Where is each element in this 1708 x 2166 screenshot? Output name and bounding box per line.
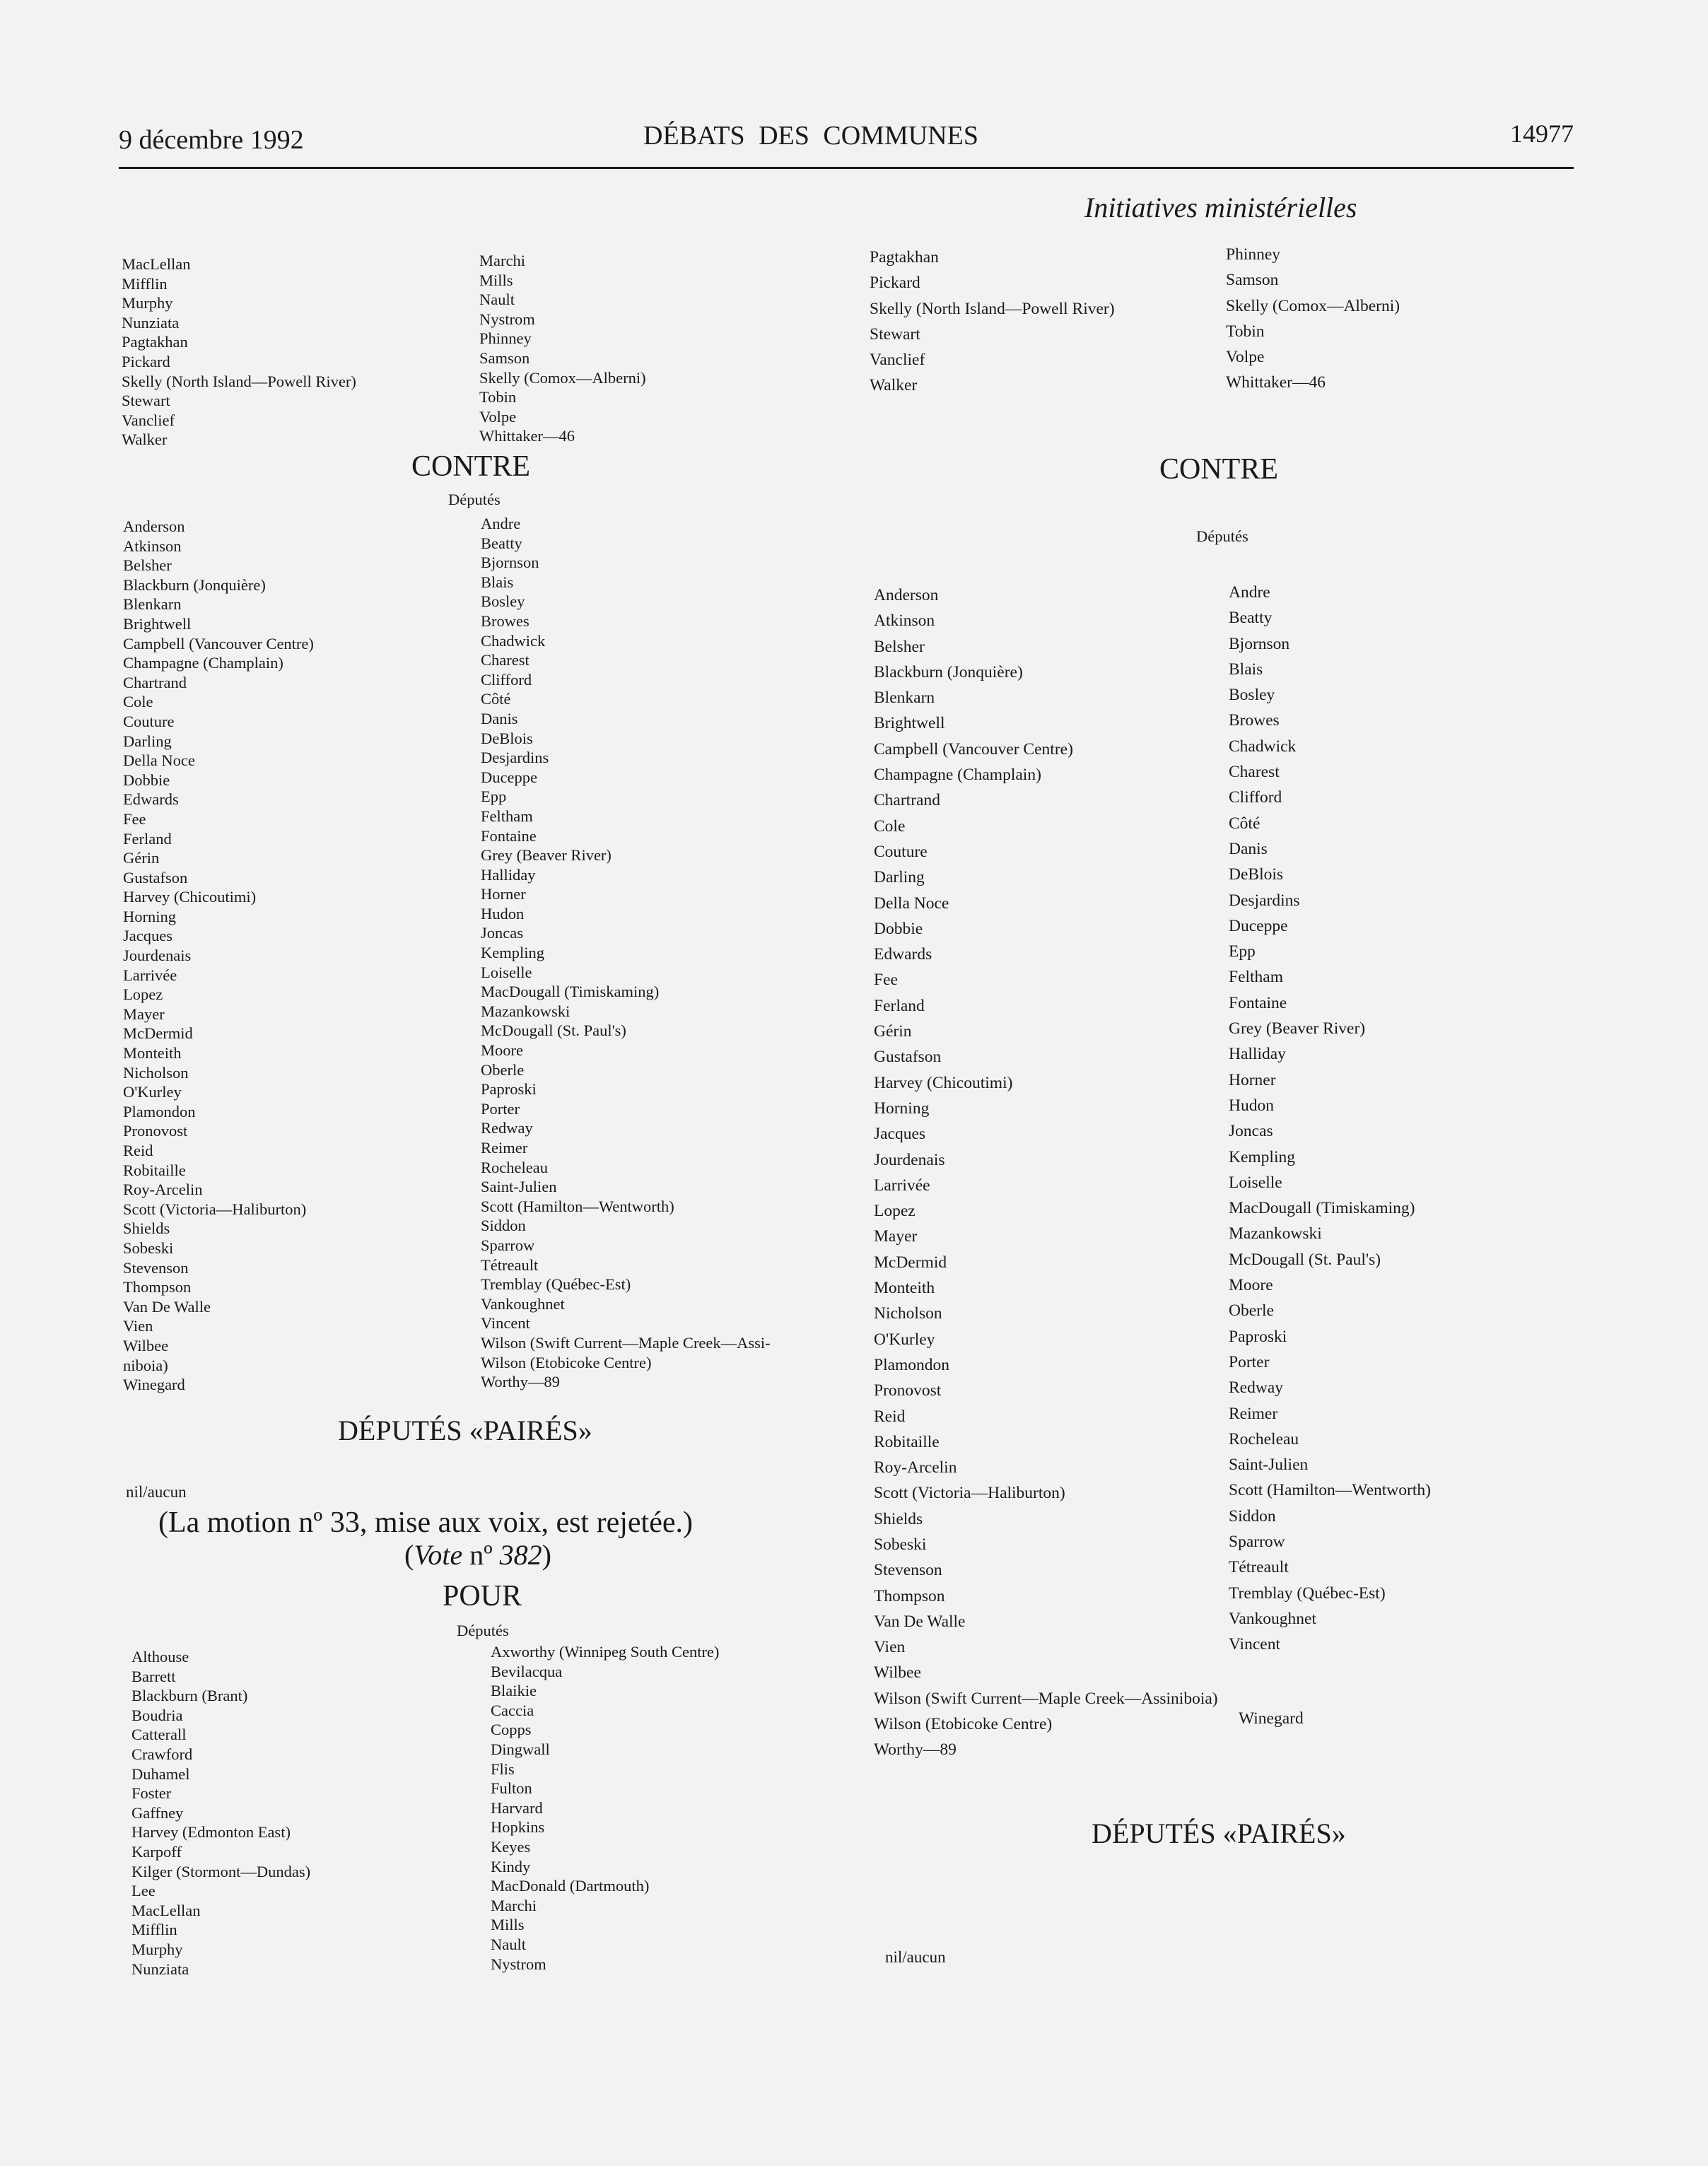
member-name: Robitaille bbox=[874, 1432, 940, 1451]
member-name: Bevilacqua bbox=[491, 1662, 563, 1680]
member-name: Stevenson bbox=[123, 1258, 189, 1277]
member-name: MacDonald (Dartmouth) bbox=[491, 1877, 650, 1895]
member-name: Couture bbox=[123, 712, 175, 730]
member-name: Axworthy (Winnipeg South Centre) bbox=[491, 1643, 720, 1661]
member-name: Redway bbox=[481, 1119, 533, 1137]
right-contre-col2-extra: Winegard bbox=[1239, 1709, 1304, 1728]
member-name: Reimer bbox=[1229, 1404, 1278, 1423]
left-pour-col1 bbox=[131, 1647, 310, 1979]
motion-vote: (Vote nº 382) bbox=[404, 1539, 551, 1571]
member-name: Skelly (North Island—Powell River) bbox=[870, 299, 1115, 318]
member-name: Walker bbox=[870, 376, 918, 395]
member-name: Volpe bbox=[479, 407, 517, 426]
member-name: Charest bbox=[481, 651, 530, 669]
member-name: Siddon bbox=[481, 1217, 526, 1235]
member-name: Siddon bbox=[1229, 1506, 1276, 1526]
member-name: Pagtakhan bbox=[870, 248, 939, 267]
left-contre-heading: CONTRE bbox=[411, 450, 530, 483]
member-name: Paproski bbox=[481, 1080, 537, 1099]
member-name: Hopkins bbox=[491, 1818, 545, 1837]
member-name: Volpe bbox=[1226, 348, 1265, 367]
member-name: Barrett bbox=[131, 1667, 176, 1685]
left-contre-subheading: Députés bbox=[448, 491, 501, 508]
member-name: Fee bbox=[874, 971, 898, 990]
member-name: Flis bbox=[491, 1760, 515, 1778]
member-name: Boudria bbox=[131, 1706, 183, 1724]
member-name: Murphy bbox=[131, 1940, 183, 1958]
member-name: Lopez bbox=[874, 1202, 916, 1221]
member-name: Redway bbox=[1229, 1378, 1284, 1398]
member-name: Murphy bbox=[122, 294, 173, 312]
member-name: Moore bbox=[1229, 1276, 1273, 1295]
member-name: Hudon bbox=[1229, 1096, 1274, 1115]
member-name: Skelly (North Island—Powell River) bbox=[122, 372, 356, 390]
member-name: Dobbie bbox=[874, 919, 923, 938]
member-name: Wilson (Etobicoke Centre) bbox=[874, 1715, 1053, 1734]
member-name: Blackburn (Jonquière) bbox=[874, 662, 1023, 681]
member-name: Oberle bbox=[1229, 1301, 1274, 1321]
member-name: Monteith bbox=[874, 1279, 935, 1298]
member-name: Edwards bbox=[874, 945, 932, 964]
member-name: Saint-Julien bbox=[481, 1178, 557, 1196]
member-name: Atkinson bbox=[123, 537, 182, 555]
member-name: Halliday bbox=[481, 865, 536, 884]
member-name: Joncas bbox=[1229, 1122, 1273, 1141]
member-name: Roy-Arcelin bbox=[874, 1458, 957, 1477]
member-name: Brightwell bbox=[123, 614, 192, 633]
member-name: Clifford bbox=[481, 670, 532, 689]
member-name: Bjornson bbox=[481, 554, 539, 572]
member-name: Worthy—89 bbox=[481, 1373, 560, 1391]
member-name: Skelly (Comox—Alberni) bbox=[1226, 296, 1400, 315]
member-name: Mayer bbox=[123, 1005, 165, 1023]
member-name: Darling bbox=[123, 732, 172, 750]
member-name: Lopez bbox=[123, 985, 163, 1004]
member-name: Nystrom bbox=[479, 310, 535, 328]
member-name: Vankoughnet bbox=[1229, 1609, 1317, 1628]
member-name: Dobbie bbox=[123, 771, 170, 789]
member-name: Danis bbox=[1229, 839, 1268, 858]
member-name: Sparrow bbox=[1229, 1532, 1285, 1551]
member-name: Halliday bbox=[1229, 1045, 1286, 1064]
member-name: DeBlois bbox=[1229, 865, 1284, 884]
member-name: Mifflin bbox=[131, 1921, 177, 1939]
member-name: Bosley bbox=[1229, 686, 1275, 705]
member-name: Plamondon bbox=[874, 1355, 950, 1374]
member-name: Duceppe bbox=[481, 768, 537, 786]
right-paired-text: nil/aucun bbox=[885, 1948, 946, 1966]
member-name: Wilbee bbox=[123, 1336, 169, 1354]
member-name: Phinney bbox=[1226, 245, 1281, 264]
member-name: Loiselle bbox=[1229, 1173, 1282, 1192]
member-name: Scott (Hamilton—Wentworth) bbox=[481, 1197, 674, 1215]
member-name: Winegard bbox=[123, 1376, 185, 1394]
member-name: Gérin bbox=[874, 1022, 912, 1041]
member-name: Stevenson bbox=[874, 1561, 942, 1580]
member-name: Reimer bbox=[481, 1139, 528, 1157]
member-name: Mills bbox=[491, 1916, 525, 1934]
member-name: Brightwell bbox=[874, 714, 945, 733]
member-name: Wilson (Swift Current—Maple Creek—Assiniboia) bbox=[874, 1689, 1218, 1708]
header-date: 9 décembre 1992 bbox=[119, 125, 304, 155]
member-name: Harvey (Chicoutimi) bbox=[123, 888, 257, 906]
member-name: Mifflin bbox=[122, 274, 168, 293]
member-name: Ferland bbox=[123, 829, 172, 848]
member-name: Campbell (Vancouver Centre) bbox=[874, 739, 1073, 759]
member-name: niboia) bbox=[123, 1356, 168, 1374]
member-name: Keyes bbox=[491, 1837, 531, 1856]
member-name: Desjardins bbox=[481, 749, 549, 767]
member-name: Whittaker—46 bbox=[1226, 373, 1326, 392]
member-name: Oberle bbox=[481, 1060, 525, 1079]
member-name: Shields bbox=[123, 1219, 170, 1238]
member-name: Cole bbox=[874, 816, 906, 836]
member-name: Copps bbox=[491, 1721, 532, 1739]
member-name: O'Kurley bbox=[874, 1330, 935, 1349]
member-name: Thompson bbox=[123, 1278, 192, 1296]
member-name: Cole bbox=[123, 693, 153, 711]
member-name: Horner bbox=[1229, 1070, 1276, 1089]
member-name: Della Noce bbox=[123, 751, 195, 770]
member-name: Browes bbox=[481, 611, 530, 630]
left-paired-heading: DÉPUTÉS «PAIRÉS» bbox=[338, 1415, 592, 1446]
member-name: Vincent bbox=[1229, 1635, 1280, 1654]
member-name: Belsher bbox=[874, 637, 925, 656]
member-name: Atkinson bbox=[874, 611, 935, 631]
member-name: Campbell (Vancouver Centre) bbox=[123, 634, 314, 652]
member-name: Grey (Beaver River) bbox=[1229, 1019, 1366, 1038]
member-name: Marchi bbox=[479, 252, 525, 269]
right-contre-col2 bbox=[1229, 580, 1431, 1657]
member-name: Blais bbox=[481, 573, 514, 591]
member-name: Pickard bbox=[122, 352, 170, 370]
member-name: Mazankowski bbox=[481, 1002, 571, 1020]
member-name: Van De Walle bbox=[123, 1297, 211, 1316]
member-name: Vien bbox=[123, 1317, 153, 1335]
member-name: Côté bbox=[481, 690, 511, 708]
section-title: Initiatives ministérielles bbox=[1084, 192, 1357, 223]
member-name: Pronovost bbox=[874, 1381, 942, 1400]
left-top-list-col2 bbox=[479, 251, 646, 446]
member-name: Andre bbox=[1229, 583, 1270, 602]
member-name: Nault bbox=[479, 291, 515, 309]
member-name: Horner bbox=[481, 885, 526, 903]
member-name: Horning bbox=[874, 1099, 930, 1118]
member-name: Tétreault bbox=[1229, 1558, 1289, 1577]
member-name: Kindy bbox=[491, 1857, 531, 1875]
member-name: Mayer bbox=[874, 1227, 918, 1246]
left-pour-col2 bbox=[491, 1642, 719, 1974]
member-name: Larrivée bbox=[874, 1176, 930, 1195]
member-name: Skelly (Comox—Alberni) bbox=[479, 368, 646, 387]
member-name: Thompson bbox=[874, 1586, 945, 1605]
member-name: Harvey (Chicoutimi) bbox=[874, 1073, 1013, 1092]
header-rule bbox=[119, 167, 1574, 169]
member-name: MacDougall (Timiskaming) bbox=[481, 983, 660, 1001]
member-name: Darling bbox=[874, 868, 925, 887]
member-name: Andre bbox=[481, 515, 521, 532]
member-name: Karpoff bbox=[131, 1842, 182, 1861]
member-name: Blackburn (Jonquière) bbox=[123, 575, 266, 594]
member-name: Pagtakhan bbox=[122, 333, 188, 351]
member-name: Saint-Julien bbox=[1229, 1456, 1309, 1475]
member-name: Harvey (Edmonton East) bbox=[131, 1823, 291, 1842]
member-name: Gustafson bbox=[874, 1048, 942, 1067]
member-name: Côté bbox=[1229, 814, 1260, 833]
member-name: Samson bbox=[479, 349, 530, 367]
member-name: Chartrand bbox=[123, 673, 187, 691]
member-name: Nunziata bbox=[131, 1960, 189, 1978]
member-name: Desjardins bbox=[1229, 891, 1300, 910]
member-name: MacLellan bbox=[131, 1901, 201, 1919]
member-name: Plamondon bbox=[123, 1102, 196, 1120]
member-name: Nystrom bbox=[491, 1955, 546, 1973]
member-name: Porter bbox=[1229, 1352, 1270, 1371]
member-name: Nunziata bbox=[122, 313, 180, 332]
member-name: Champagne (Champlain) bbox=[123, 654, 283, 672]
member-name: Crawford bbox=[131, 1745, 193, 1763]
member-name: Althouse bbox=[131, 1648, 189, 1666]
member-name: McDougall (St. Paul's) bbox=[1229, 1250, 1381, 1269]
member-name: Fontaine bbox=[1229, 993, 1287, 1012]
member-name: Kempling bbox=[481, 944, 544, 962]
member-name: Samson bbox=[1226, 271, 1279, 290]
member-name: Stewart bbox=[870, 324, 920, 344]
member-name: Vien bbox=[874, 1638, 906, 1657]
member-name: Feltham bbox=[1229, 968, 1284, 987]
member-name: Scott (Victoria—Haliburton) bbox=[874, 1484, 1065, 1503]
member-name: Beatty bbox=[1229, 609, 1273, 628]
member-name: Tobin bbox=[1226, 322, 1265, 341]
member-name: Belsher bbox=[123, 556, 172, 575]
member-name: Vincent bbox=[481, 1314, 530, 1333]
member-name: DeBlois bbox=[481, 729, 533, 747]
member-name: Tobin bbox=[479, 388, 517, 406]
left-top-list-col1 bbox=[122, 254, 356, 450]
member-name: Danis bbox=[481, 709, 518, 727]
right-contre-subheading: Députés bbox=[1196, 527, 1248, 545]
member-name: McDermid bbox=[123, 1024, 193, 1043]
member-name: Vanclief bbox=[122, 411, 175, 429]
member-name: Rocheleau bbox=[1229, 1429, 1299, 1448]
member-name: Ferland bbox=[874, 996, 925, 1015]
member-name: Van De Walle bbox=[874, 1612, 966, 1631]
member-name: Larrivée bbox=[123, 966, 177, 984]
member-name: MacDougall (Timiskaming) bbox=[1229, 1199, 1415, 1218]
member-name: Whittaker—46 bbox=[479, 427, 575, 445]
member-name: Wilbee bbox=[874, 1663, 921, 1682]
member-name: Monteith bbox=[123, 1044, 182, 1062]
member-name: Pickard bbox=[870, 274, 920, 293]
member-name: Chadwick bbox=[1229, 737, 1297, 756]
page-number: 14977 bbox=[1510, 119, 1574, 148]
left-paired-text: nil/aucun bbox=[126, 1483, 187, 1501]
member-name: Roy-Arcelin bbox=[123, 1181, 203, 1199]
member-name: Fulton bbox=[491, 1779, 532, 1798]
member-name: O'Kurley bbox=[123, 1083, 182, 1101]
member-name: Bosley bbox=[481, 592, 525, 611]
member-name: Jourdenais bbox=[123, 947, 192, 965]
member-name: Horning bbox=[123, 907, 176, 925]
member-name: Gérin bbox=[123, 849, 160, 867]
left-contre-col2 bbox=[481, 514, 771, 1392]
member-name: Marchi bbox=[491, 1896, 537, 1914]
member-name: Fontaine bbox=[481, 826, 537, 845]
member-name: MacLellan bbox=[122, 255, 191, 273]
member-name: Vanclief bbox=[870, 351, 925, 370]
motion-result: (La motion nº 33, mise aux voix, est rejetée.) bbox=[158, 1506, 693, 1539]
member-name: Stewart bbox=[122, 392, 170, 410]
member-name: Della Noce bbox=[874, 894, 949, 913]
member-name: Wilson (Swift Current—Maple Creek—Assi- bbox=[481, 1333, 771, 1352]
member-name: Charest bbox=[1229, 763, 1280, 782]
member-name: Fee bbox=[123, 809, 146, 828]
member-name: Blenkarn bbox=[874, 689, 935, 708]
member-name: Porter bbox=[481, 1099, 520, 1118]
member-name: Jourdenais bbox=[874, 1150, 945, 1169]
member-name: Gustafson bbox=[123, 868, 188, 886]
member-name: Edwards bbox=[123, 790, 179, 809]
member-name: Vankoughnet bbox=[481, 1294, 565, 1313]
member-name: Clifford bbox=[1229, 788, 1282, 807]
left-pour-heading: POUR bbox=[443, 1580, 522, 1612]
member-name: Duhamel bbox=[131, 1764, 190, 1783]
member-name: Chartrand bbox=[874, 791, 940, 810]
member-name: Champagne (Champlain) bbox=[874, 766, 1041, 785]
member-name: Bjornson bbox=[1229, 634, 1290, 653]
member-name: Anderson bbox=[874, 586, 939, 604]
member-name: Chadwick bbox=[481, 631, 546, 650]
member-name: Nicholson bbox=[874, 1304, 942, 1323]
member-name: Kempling bbox=[1229, 1147, 1295, 1166]
member-name: Lee bbox=[131, 1882, 156, 1900]
member-name: Kilger (Stormont—Dundas) bbox=[131, 1862, 311, 1880]
member-name: Scott (Victoria—Haliburton) bbox=[123, 1200, 307, 1218]
member-name: Shields bbox=[874, 1509, 923, 1528]
member-name: Reid bbox=[123, 1142, 153, 1159]
member-name: Worthy—89 bbox=[874, 1740, 957, 1760]
member-name: McDermid bbox=[874, 1253, 947, 1272]
member-name: Grey (Beaver River) bbox=[481, 846, 612, 865]
member-name: Tremblay (Québec-Est) bbox=[481, 1275, 631, 1294]
member-name: Pronovost bbox=[123, 1122, 188, 1140]
member-name: Browes bbox=[1229, 711, 1280, 730]
member-name: Reid bbox=[874, 1407, 906, 1426]
member-name: Moore bbox=[481, 1041, 523, 1060]
member-name: Duceppe bbox=[1229, 916, 1288, 935]
right-top-list-col2 bbox=[1226, 242, 1400, 396]
member-name: Epp bbox=[481, 788, 507, 806]
member-name: Jacques bbox=[874, 1125, 926, 1144]
member-name: Beatty bbox=[481, 534, 522, 552]
member-name: Harvard bbox=[491, 1798, 543, 1817]
left-pour-subheading: Députés bbox=[457, 1622, 509, 1639]
member-name: Sobeski bbox=[874, 1535, 927, 1554]
header-title: DÉBATS DES COMMUNES bbox=[643, 121, 978, 151]
member-name: Phinney bbox=[479, 329, 532, 348]
member-name: Hudon bbox=[481, 904, 525, 923]
member-name: Mills bbox=[479, 271, 513, 289]
right-contre-heading: CONTRE bbox=[1159, 453, 1278, 486]
member-name: Gaffney bbox=[131, 1803, 184, 1822]
member-name: Blackburn (Brant) bbox=[131, 1687, 248, 1705]
member-name: Paproski bbox=[1229, 1327, 1287, 1346]
member-name: Jacques bbox=[123, 927, 172, 945]
member-name: Rocheleau bbox=[481, 1158, 548, 1176]
right-top-list-col1 bbox=[870, 245, 1115, 399]
member-name: Nault bbox=[491, 1935, 526, 1953]
member-name: Robitaille bbox=[123, 1161, 186, 1179]
member-name: Sobeski bbox=[123, 1239, 174, 1257]
member-name: Joncas bbox=[481, 924, 523, 942]
right-contre-col1 bbox=[874, 583, 1218, 1763]
member-name: Wilson (Etobicoke Centre) bbox=[481, 1353, 652, 1371]
member-name: Caccia bbox=[491, 1701, 534, 1719]
left-contre-col1 bbox=[123, 517, 314, 1395]
member-name: Couture bbox=[874, 842, 928, 861]
member-name: Walker bbox=[122, 431, 168, 449]
member-name: Sparrow bbox=[481, 1236, 535, 1254]
member-name: Loiselle bbox=[481, 963, 532, 981]
member-name: Dingwall bbox=[491, 1740, 550, 1758]
member-name: Blais bbox=[1229, 660, 1263, 679]
member-name: Blenkarn bbox=[123, 595, 182, 614]
member-name: McDougall (St. Paul's) bbox=[481, 1021, 626, 1040]
member-name: Catterall bbox=[131, 1726, 187, 1744]
member-name: Tremblay (Québec-Est) bbox=[1229, 1583, 1386, 1603]
member-name: Nicholson bbox=[123, 1063, 189, 1082]
right-paired-heading: DÉPUTÉS «PAIRÉS» bbox=[1092, 1817, 1346, 1849]
member-name: Epp bbox=[1229, 942, 1256, 961]
member-name: Anderson bbox=[123, 517, 185, 535]
member-name: Scott (Hamilton—Wentworth) bbox=[1229, 1481, 1431, 1500]
member-name: Foster bbox=[131, 1784, 172, 1803]
member-name: Feltham bbox=[481, 807, 533, 825]
member-name: Blaikie bbox=[491, 1682, 537, 1700]
member-name: Tétreault bbox=[481, 1255, 539, 1274]
member-name: Mazankowski bbox=[1229, 1224, 1322, 1243]
